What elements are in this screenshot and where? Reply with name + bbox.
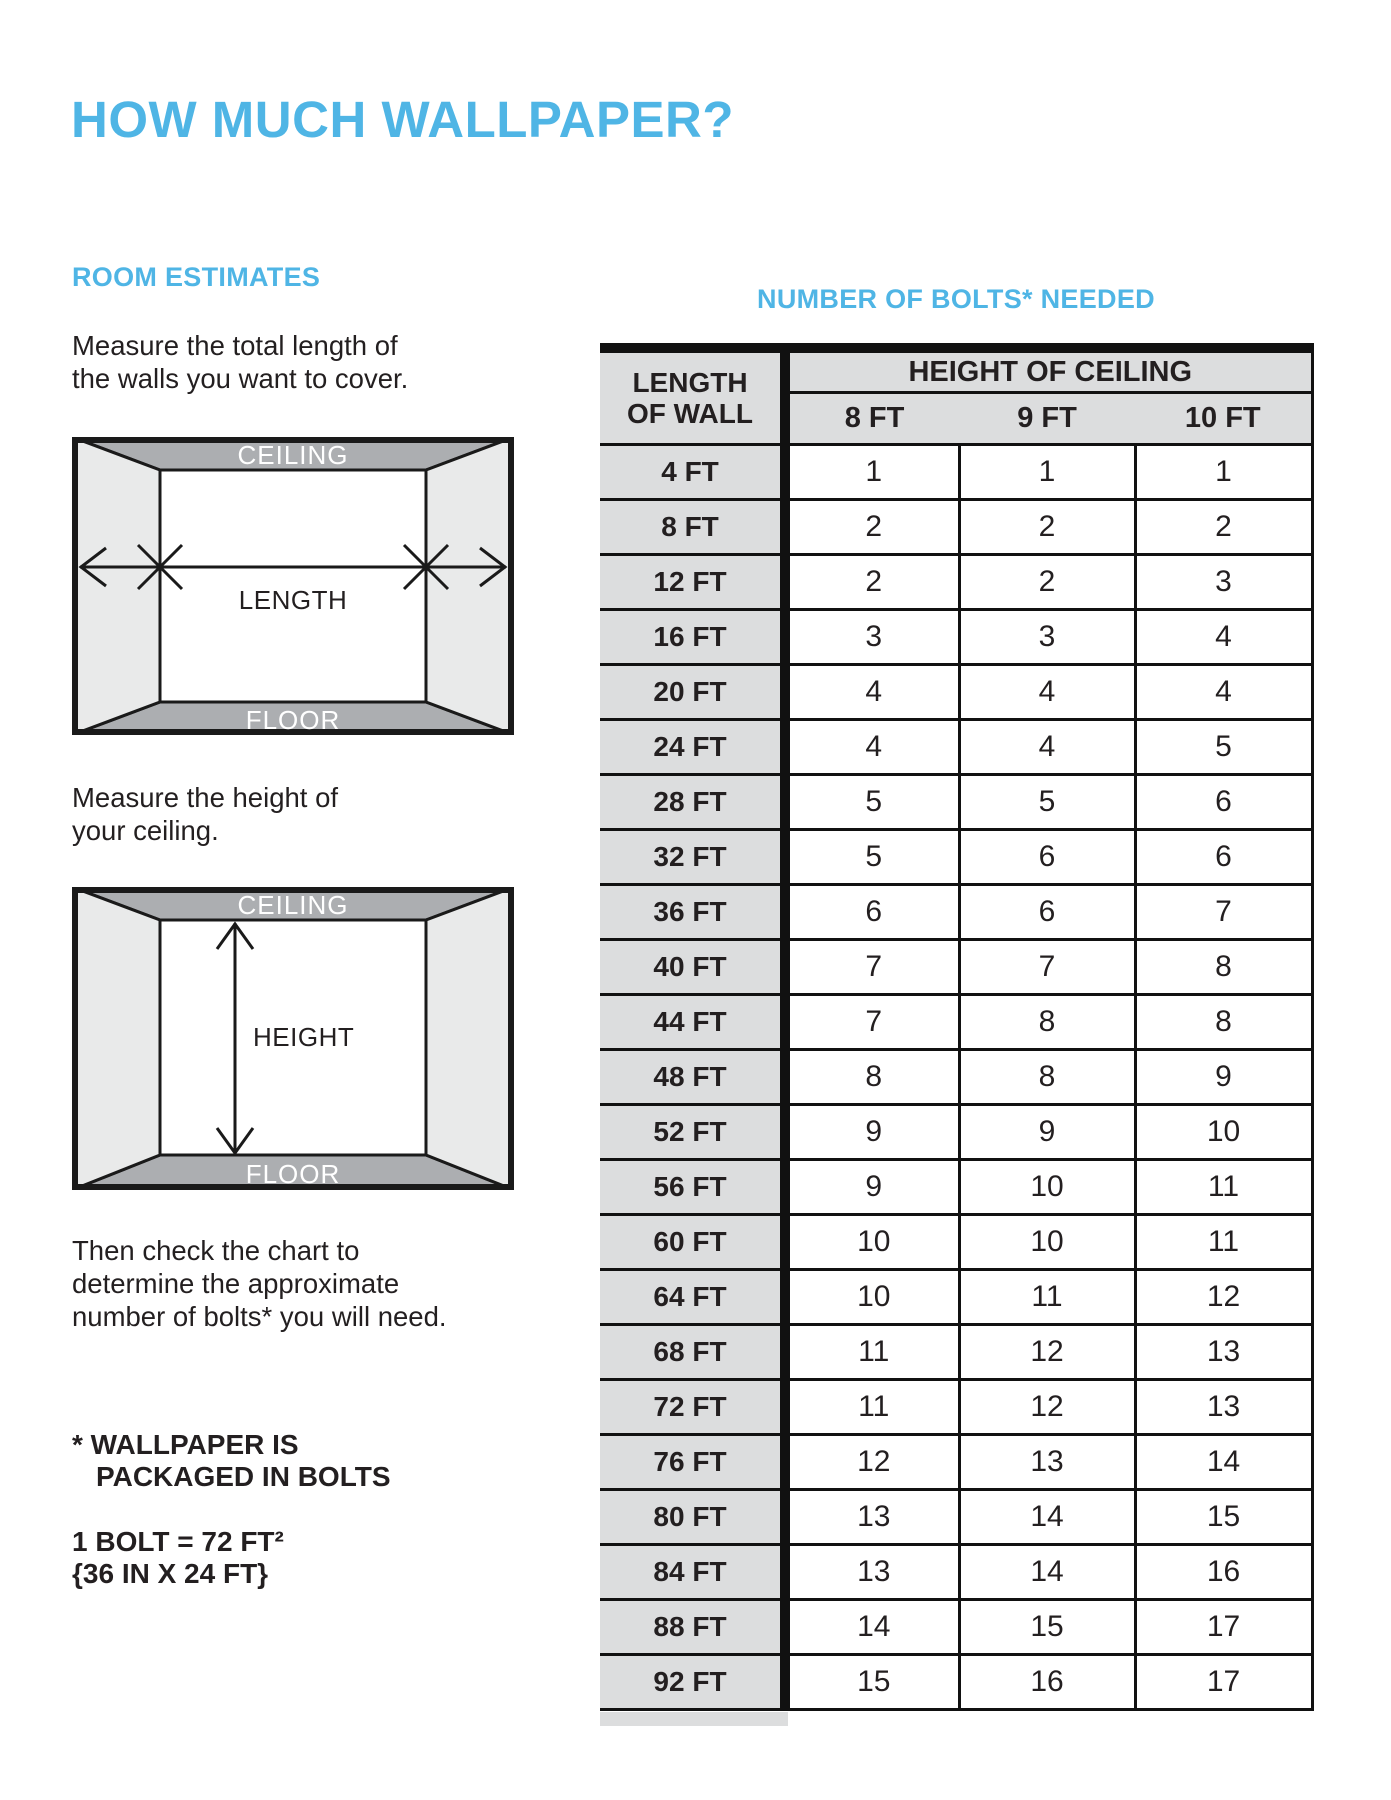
wallpaper-bolts-footnote <box>72 1429 391 1493</box>
bolt-count-cell: 2 <box>959 500 1135 555</box>
bolt-count-cell: 6 <box>1135 830 1312 885</box>
table-row <box>600 1215 1312 1270</box>
wall-length-label: 4 FT <box>600 445 785 500</box>
wall-length-label: 40 FT <box>600 940 785 995</box>
ceiling-label: CEILING <box>237 440 349 470</box>
bolt-count-cell: 17 <box>1135 1655 1312 1710</box>
height-label: HEIGHT <box>253 1022 355 1052</box>
bolt-count-cell: 8 <box>1135 995 1312 1050</box>
bolt-count-cell: 4 <box>959 720 1135 775</box>
bolt-count-cell: 5 <box>785 775 959 830</box>
bolt-definition-line: 1 BOLT = 72 FT² <box>72 1526 284 1557</box>
bolt-count-cell: 3 <box>785 610 959 665</box>
bolt-table-body <box>600 445 1312 1710</box>
bolt-count-cell: 7 <box>785 940 959 995</box>
bolt-count-cell: 7 <box>785 995 959 1050</box>
bolt-count-cell: 8 <box>785 1050 959 1105</box>
bolt-count-cell: 11 <box>785 1325 959 1380</box>
table-row <box>600 1105 1312 1160</box>
bolt-count-cell: 10 <box>959 1215 1135 1270</box>
table-row <box>600 1600 1312 1655</box>
bolt-count-cell: 11 <box>1135 1160 1312 1215</box>
table-row <box>600 995 1312 1050</box>
table-row <box>600 830 1312 885</box>
bolt-count-cell: 14 <box>785 1600 959 1655</box>
bolt-count-cell: 4 <box>785 665 959 720</box>
bolt-count-cell: 13 <box>959 1435 1135 1490</box>
bolt-count-cell: 6 <box>785 885 959 940</box>
wall-length-label: 44 FT <box>600 995 785 1050</box>
bolt-count-cell: 4 <box>785 720 959 775</box>
table-row <box>600 445 1312 500</box>
instruction-line: Then check the chart to <box>72 1235 360 1266</box>
bolt-count-cell: 13 <box>785 1490 959 1545</box>
bolt-count-cell: 2 <box>785 555 959 610</box>
bolt-count-cell: 4 <box>1135 610 1312 665</box>
wall-length-label: 48 FT <box>600 1050 785 1105</box>
table-row <box>600 500 1312 555</box>
bolt-count-cell: 13 <box>785 1545 959 1600</box>
bolt-count-cell: 9 <box>785 1105 959 1160</box>
bolt-count-cell: 16 <box>959 1655 1135 1710</box>
table-row <box>600 1325 1312 1380</box>
bolt-count-cell: 13 <box>1135 1325 1312 1380</box>
wall-length-label: 88 FT <box>600 1600 785 1655</box>
bolts-table <box>600 343 1314 1711</box>
table-row <box>600 1050 1312 1105</box>
bolt-count-cell: 12 <box>959 1380 1135 1435</box>
corner-header-line: OF WALL <box>627 398 753 429</box>
bolt-count-cell: 14 <box>959 1545 1135 1600</box>
table-row <box>600 775 1312 830</box>
bolt-count-cell: 10 <box>785 1270 959 1325</box>
wall-length-label: 56 FT <box>600 1160 785 1215</box>
bolt-count-cell: 1 <box>1135 445 1312 500</box>
length-of-wall-header <box>600 348 785 445</box>
table-row <box>600 720 1312 775</box>
bolt-count-cell: 5 <box>959 775 1135 830</box>
table-row <box>600 1270 1312 1325</box>
wall-length-label: 32 FT <box>600 830 785 885</box>
bolt-count-cell: 4 <box>959 665 1135 720</box>
footnote-line: PACKAGED IN BOLTS <box>96 1461 391 1492</box>
instruction-measure-length <box>72 329 408 395</box>
wall-length-label: 16 FT <box>600 610 785 665</box>
bolt-count-cell: 2 <box>1135 500 1312 555</box>
instruction-line: determine the approximate <box>72 1268 400 1299</box>
left-wall <box>72 887 160 1190</box>
corner-header-line: LENGTH <box>632 367 748 398</box>
instruction-line: Measure the total length of <box>72 330 398 361</box>
right-wall <box>426 887 514 1190</box>
wall-length-label: 8 FT <box>600 500 785 555</box>
bolt-count-cell: 4 <box>1135 665 1312 720</box>
bolt-count-cell: 17 <box>1135 1600 1312 1655</box>
table-row <box>600 1545 1312 1600</box>
height-of-ceiling-header: HEIGHT OF CEILING <box>785 348 1312 393</box>
bolt-count-cell: 12 <box>1135 1270 1312 1325</box>
bolt-count-cell: 6 <box>1135 775 1312 830</box>
instruction-line: the walls you want to cover. <box>72 363 409 394</box>
wall-length-label: 52 FT <box>600 1105 785 1160</box>
right-wall <box>426 437 514 735</box>
col-header-9ft: 9 FT <box>959 393 1135 445</box>
bolt-count-cell: 10 <box>785 1215 959 1270</box>
length-label: LENGTH <box>238 585 348 615</box>
wall-length-label: 80 FT <box>600 1490 785 1545</box>
page-title: HOW MUCH WALLPAPER? <box>71 91 734 148</box>
wall-length-label: 72 FT <box>600 1380 785 1435</box>
bolt-count-cell: 9 <box>959 1105 1135 1160</box>
height-diagram <box>72 887 514 1190</box>
footnote-line: * WALLPAPER IS <box>72 1429 299 1460</box>
room-estimates-heading: ROOM ESTIMATES <box>72 262 321 292</box>
wall-length-label: 60 FT <box>600 1215 785 1270</box>
table-row <box>600 1380 1312 1435</box>
table-row <box>600 555 1312 610</box>
floor-label: FLOOR <box>245 705 341 735</box>
bolt-count-cell: 7 <box>959 940 1135 995</box>
table-row <box>600 1160 1312 1215</box>
bolt-count-cell: 5 <box>1135 720 1312 775</box>
wall-length-label: 84 FT <box>600 1545 785 1600</box>
bolt-count-cell: 1 <box>959 445 1135 500</box>
bolt-count-cell: 15 <box>785 1655 959 1710</box>
bolt-count-cell: 14 <box>959 1490 1135 1545</box>
wall-length-label: 92 FT <box>600 1655 785 1710</box>
bolt-count-cell: 13 <box>1135 1380 1312 1435</box>
table-row <box>600 1435 1312 1490</box>
instruction-line: your ceiling. <box>72 815 219 846</box>
table-row <box>600 940 1312 995</box>
table-row <box>600 665 1312 720</box>
bolt-count-cell: 8 <box>959 995 1135 1050</box>
bolt-definition-line: {36 IN X 24 FT} <box>72 1558 269 1589</box>
bolt-count-cell: 2 <box>959 555 1135 610</box>
col-header-8ft: 8 FT <box>785 393 959 445</box>
bolt-count-cell: 9 <box>1135 1050 1312 1105</box>
bolt-count-cell: 6 <box>959 885 1135 940</box>
wall-length-label: 20 FT <box>600 665 785 720</box>
bolt-count-cell: 15 <box>959 1600 1135 1655</box>
bolt-count-cell: 8 <box>1135 940 1312 995</box>
table-row <box>600 610 1312 665</box>
wall-length-label: 36 FT <box>600 885 785 940</box>
table-row <box>600 885 1312 940</box>
table-row <box>600 1490 1312 1545</box>
bolt-count-cell: 10 <box>959 1160 1135 1215</box>
bolt-count-cell: 8 <box>959 1050 1135 1105</box>
bolt-count-cell: 9 <box>785 1160 959 1215</box>
wall-length-label: 68 FT <box>600 1325 785 1380</box>
instruction-measure-height <box>72 781 338 847</box>
wall-length-label: 76 FT <box>600 1435 785 1490</box>
length-diagram <box>72 437 514 735</box>
bolt-count-cell: 2 <box>785 500 959 555</box>
bolt-count-cell: 14 <box>1135 1435 1312 1490</box>
wall-length-label: 12 FT <box>600 555 785 610</box>
bolt-count-cell: 7 <box>1135 885 1312 940</box>
bolt-count-cell: 11 <box>959 1270 1135 1325</box>
bolt-count-cell: 15 <box>1135 1490 1312 1545</box>
wall-length-label: 64 FT <box>600 1270 785 1325</box>
bolt-count-cell: 10 <box>1135 1105 1312 1160</box>
bolt-count-cell: 12 <box>785 1435 959 1490</box>
ceiling-label: CEILING <box>237 890 349 920</box>
bolt-count-cell: 6 <box>959 830 1135 885</box>
bolt-count-cell: 1 <box>785 445 959 500</box>
instruction-line: Measure the height of <box>72 782 339 813</box>
table-header-row <box>600 348 1312 393</box>
wall-length-label: 24 FT <box>600 720 785 775</box>
instruction-line: number of bolts* you will need. <box>72 1301 447 1332</box>
bolt-count-cell: 3 <box>1135 555 1312 610</box>
bolt-definition <box>72 1526 284 1590</box>
floor-label: FLOOR <box>245 1159 341 1189</box>
instruction-check-chart <box>72 1234 447 1333</box>
bolt-count-cell: 11 <box>1135 1215 1312 1270</box>
bolt-count-cell: 12 <box>959 1325 1135 1380</box>
bolt-count-cell: 5 <box>785 830 959 885</box>
table-bottom-tab <box>600 1712 788 1726</box>
col-header-10ft: 10 FT <box>1135 393 1312 445</box>
bolts-needed-heading: NUMBER OF BOLTS* NEEDED <box>757 284 1155 314</box>
wall-length-label: 28 FT <box>600 775 785 830</box>
bolt-count-cell: 11 <box>785 1380 959 1435</box>
bolt-count-cell: 16 <box>1135 1545 1312 1600</box>
bolt-count-cell: 3 <box>959 610 1135 665</box>
left-wall <box>72 437 160 735</box>
table-row <box>600 1655 1312 1710</box>
